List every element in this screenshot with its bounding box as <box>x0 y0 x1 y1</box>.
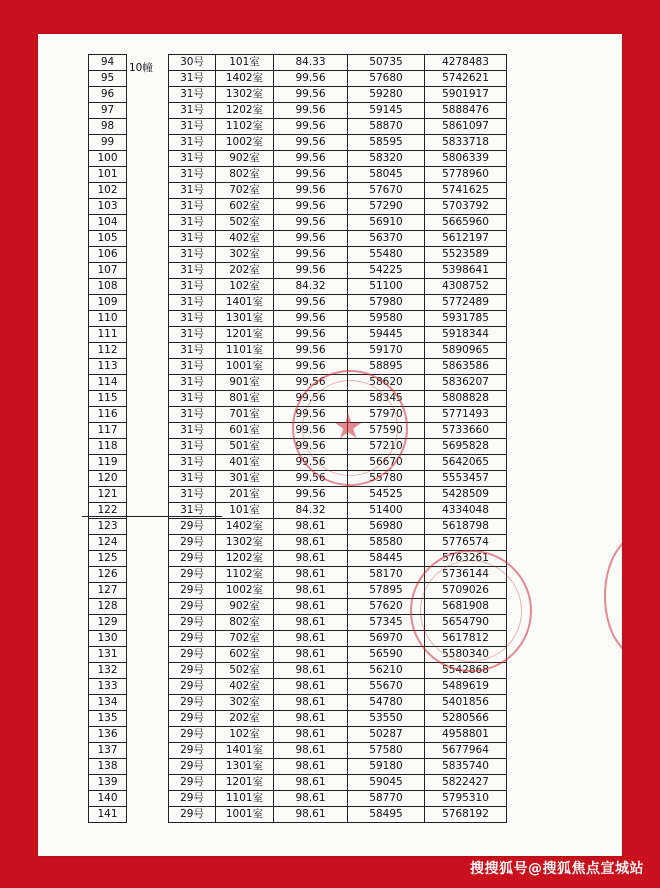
row-number-cell: 105 <box>89 231 127 247</box>
unit-price-cell: 57290 <box>348 199 425 215</box>
area-cell: 98.61 <box>274 615 348 631</box>
total-price-cell: 5618798 <box>425 519 507 535</box>
unit-price-cell: 56970 <box>348 631 425 647</box>
area-cell: 99.56 <box>274 167 348 183</box>
unit-price-cell: 59170 <box>348 343 425 359</box>
total-price-cell: 5677964 <box>425 743 507 759</box>
room-cell: 801室 <box>216 391 274 407</box>
unit-number-cell: 31号 <box>169 71 216 87</box>
area-cell: 98.61 <box>274 599 348 615</box>
unit-number-cell: 31号 <box>169 343 216 359</box>
room-cell: 701室 <box>216 407 274 423</box>
room-cell: 402室 <box>216 679 274 695</box>
building-divider-line <box>82 516 222 517</box>
unit-number-cell: 31号 <box>169 375 216 391</box>
room-cell: 301室 <box>216 471 274 487</box>
area-cell: 98.61 <box>274 743 348 759</box>
area-cell: 99.56 <box>274 311 348 327</box>
unit-number-cell: 29号 <box>169 743 216 759</box>
area-cell: 98.61 <box>274 679 348 695</box>
total-price-cell: 5778960 <box>425 167 507 183</box>
room-cell: 902室 <box>216 599 274 615</box>
unit-number-cell: 31号 <box>169 407 216 423</box>
unit-number-cell: 29号 <box>169 759 216 775</box>
area-cell: 98.61 <box>274 727 348 743</box>
unit-price-cell: 51400 <box>348 503 425 519</box>
price-list-document <box>38 34 622 856</box>
room-cell: 1001室 <box>216 359 274 375</box>
unit-number-cell: 31号 <box>169 199 216 215</box>
total-price-cell: 4334048 <box>425 503 507 519</box>
room-cell: 802室 <box>216 615 274 631</box>
unit-price-cell: 58870 <box>348 119 425 135</box>
row-number-cell: 116 <box>89 407 127 423</box>
unit-number-cell: 31号 <box>169 119 216 135</box>
row-number-cell: 126 <box>89 567 127 583</box>
total-price-cell: 5733660 <box>425 423 507 439</box>
row-number-cell: 125 <box>89 551 127 567</box>
row-number-cell: 124 <box>89 535 127 551</box>
unit-price-cell: 58045 <box>348 167 425 183</box>
area-cell: 99.56 <box>274 391 348 407</box>
unit-number-cell: 31号 <box>169 503 216 519</box>
total-price-cell: 5542868 <box>425 663 507 679</box>
row-number-cell: 136 <box>89 727 127 743</box>
total-price-cell: 5523589 <box>425 247 507 263</box>
unit-number-cell: 31号 <box>169 215 216 231</box>
unit-number-cell: 31号 <box>169 263 216 279</box>
room-cell: 902室 <box>216 151 274 167</box>
unit-price-cell: 57580 <box>348 743 425 759</box>
row-number-cell: 137 <box>89 743 127 759</box>
table-row <box>89 55 507 71</box>
row-number-cell: 115 <box>89 391 127 407</box>
area-cell: 98.61 <box>274 631 348 647</box>
row-number-cell: 129 <box>89 615 127 631</box>
unit-price-cell: 55670 <box>348 679 425 695</box>
building-cell <box>127 55 169 823</box>
area-cell: 99.56 <box>274 439 348 455</box>
room-cell: 1301室 <box>216 311 274 327</box>
unit-number-cell: 31号 <box>169 455 216 471</box>
unit-price-cell: 50287 <box>348 727 425 743</box>
unit-price-cell: 59180 <box>348 759 425 775</box>
row-number-cell: 94 <box>89 55 127 71</box>
unit-price-cell: 56590 <box>348 647 425 663</box>
unit-price-cell: 58770 <box>348 791 425 807</box>
room-cell: 102室 <box>216 279 274 295</box>
unit-number-cell: 31号 <box>169 87 216 103</box>
unit-number-cell: 31号 <box>169 135 216 151</box>
area-cell: 99.56 <box>274 327 348 343</box>
unit-number-cell: 29号 <box>169 519 216 535</box>
total-price-cell: 5763261 <box>425 551 507 567</box>
unit-price-cell: 57590 <box>348 423 425 439</box>
area-cell: 99.56 <box>274 407 348 423</box>
room-cell: 1302室 <box>216 535 274 551</box>
area-cell: 99.56 <box>274 359 348 375</box>
area-cell: 99.56 <box>274 151 348 167</box>
unit-price-cell: 53550 <box>348 711 425 727</box>
room-cell: 1302室 <box>216 87 274 103</box>
total-price-cell: 5918344 <box>425 327 507 343</box>
row-number-cell: 132 <box>89 663 127 679</box>
unit-number-cell: 29号 <box>169 567 216 583</box>
room-cell: 1202室 <box>216 103 274 119</box>
row-number-cell: 112 <box>89 343 127 359</box>
unit-price-cell: 57670 <box>348 183 425 199</box>
unit-price-cell: 58580 <box>348 535 425 551</box>
total-price-cell: 5580340 <box>425 647 507 663</box>
room-cell: 202室 <box>216 263 274 279</box>
room-cell: 402室 <box>216 231 274 247</box>
row-number-cell: 135 <box>89 711 127 727</box>
room-cell: 502室 <box>216 215 274 231</box>
total-price-cell: 5808828 <box>425 391 507 407</box>
row-number-cell: 97 <box>89 103 127 119</box>
total-price-cell: 5489619 <box>425 679 507 695</box>
row-number-cell: 127 <box>89 583 127 599</box>
source-watermark: 搜搜狐号@搜狐焦点宣城站 <box>470 861 644 877</box>
total-price-cell: 5771493 <box>425 407 507 423</box>
unit-number-cell: 31号 <box>169 359 216 375</box>
unit-price-cell: 58445 <box>348 551 425 567</box>
room-cell: 102室 <box>216 727 274 743</box>
room-cell: 602室 <box>216 199 274 215</box>
area-cell: 98.61 <box>274 807 348 823</box>
row-number-cell: 104 <box>89 215 127 231</box>
unit-number-cell: 31号 <box>169 391 216 407</box>
unit-price-cell: 59280 <box>348 87 425 103</box>
room-cell: 1201室 <box>216 327 274 343</box>
area-cell: 99.56 <box>274 487 348 503</box>
unit-number-cell: 30号 <box>169 55 216 71</box>
unit-price-cell: 57680 <box>348 71 425 87</box>
unit-price-cell: 59580 <box>348 311 425 327</box>
total-price-cell: 5736144 <box>425 567 507 583</box>
unit-price-cell: 56980 <box>348 519 425 535</box>
area-cell: 98.61 <box>274 583 348 599</box>
row-number-cell: 133 <box>89 679 127 695</box>
total-price-cell: 4958801 <box>425 727 507 743</box>
total-price-cell: 5835740 <box>425 759 507 775</box>
unit-price-cell: 57210 <box>348 439 425 455</box>
row-number-cell: 111 <box>89 327 127 343</box>
room-cell: 1002室 <box>216 583 274 599</box>
total-price-cell: 5806339 <box>425 151 507 167</box>
total-price-cell: 5741625 <box>425 183 507 199</box>
total-price-cell: 5890965 <box>425 343 507 359</box>
unit-number-cell: 31号 <box>169 183 216 199</box>
total-price-cell: 5401856 <box>425 695 507 711</box>
row-number-cell: 109 <box>89 295 127 311</box>
area-cell: 98.61 <box>274 695 348 711</box>
total-price-cell: 5617812 <box>425 631 507 647</box>
unit-number-cell: 29号 <box>169 791 216 807</box>
row-number-cell: 121 <box>89 487 127 503</box>
room-cell: 1402室 <box>216 519 274 535</box>
area-cell: 98.61 <box>274 791 348 807</box>
total-price-cell: 4278483 <box>425 55 507 71</box>
row-number-cell: 99 <box>89 135 127 151</box>
company-seal-stamp-edge <box>604 534 622 658</box>
room-cell: 1101室 <box>216 791 274 807</box>
room-cell: 502室 <box>216 663 274 679</box>
total-price-cell: 5833718 <box>425 135 507 151</box>
unit-price-cell: 54525 <box>348 487 425 503</box>
row-number-cell: 140 <box>89 791 127 807</box>
unit-price-cell: 57620 <box>348 599 425 615</box>
total-price-cell: 5709026 <box>425 583 507 599</box>
row-number-cell: 141 <box>89 807 127 823</box>
unit-price-cell: 57980 <box>348 295 425 311</box>
unit-price-cell: 58170 <box>348 567 425 583</box>
area-cell: 99.56 <box>274 423 348 439</box>
unit-price-cell: 58595 <box>348 135 425 151</box>
area-cell: 99.56 <box>274 119 348 135</box>
row-number-cell: 114 <box>89 375 127 391</box>
unit-number-cell: 31号 <box>169 327 216 343</box>
unit-number-cell: 31号 <box>169 439 216 455</box>
unit-number-cell: 29号 <box>169 695 216 711</box>
unit-number-cell: 31号 <box>169 311 216 327</box>
row-number-cell: 101 <box>89 167 127 183</box>
area-cell: 84.32 <box>274 503 348 519</box>
unit-price-cell: 55480 <box>348 247 425 263</box>
row-number-cell: 123 <box>89 519 127 535</box>
total-price-cell: 5742621 <box>425 71 507 87</box>
area-cell: 99.56 <box>274 183 348 199</box>
area-cell: 99.56 <box>274 375 348 391</box>
area-cell: 98.61 <box>274 647 348 663</box>
room-cell: 702室 <box>216 631 274 647</box>
price-table-body <box>89 55 507 823</box>
unit-price-cell: 58620 <box>348 375 425 391</box>
unit-number-cell: 29号 <box>169 775 216 791</box>
unit-price-cell: 57970 <box>348 407 425 423</box>
total-price-cell: 5768192 <box>425 807 507 823</box>
room-cell: 1102室 <box>216 567 274 583</box>
unit-number-cell: 29号 <box>169 615 216 631</box>
area-cell: 99.56 <box>274 135 348 151</box>
room-cell: 1301室 <box>216 759 274 775</box>
room-cell: 1002室 <box>216 135 274 151</box>
room-cell: 1401室 <box>216 743 274 759</box>
area-cell: 84.33 <box>274 55 348 71</box>
total-price-cell: 5280566 <box>425 711 507 727</box>
room-cell: 1102室 <box>216 119 274 135</box>
unit-number-cell: 29号 <box>169 583 216 599</box>
unit-price-cell: 56370 <box>348 231 425 247</box>
area-cell: 98.61 <box>274 759 348 775</box>
unit-number-cell: 29号 <box>169 647 216 663</box>
area-cell: 99.56 <box>274 263 348 279</box>
total-price-cell: 5553457 <box>425 471 507 487</box>
row-number-cell: 118 <box>89 439 127 455</box>
row-number-cell: 106 <box>89 247 127 263</box>
row-number-cell: 122 <box>89 503 127 519</box>
area-cell: 99.56 <box>274 199 348 215</box>
room-cell: 302室 <box>216 247 274 263</box>
row-number-cell: 139 <box>89 775 127 791</box>
total-price-cell: 5861097 <box>425 119 507 135</box>
unit-price-cell: 56910 <box>348 215 425 231</box>
area-cell: 84.32 <box>274 279 348 295</box>
area-cell: 98.61 <box>274 551 348 567</box>
unit-price-cell: 57895 <box>348 583 425 599</box>
row-number-cell: 103 <box>89 199 127 215</box>
unit-number-cell: 29号 <box>169 535 216 551</box>
room-cell: 501室 <box>216 439 274 455</box>
area-cell: 98.61 <box>274 775 348 791</box>
unit-number-cell: 31号 <box>169 279 216 295</box>
area-cell: 99.56 <box>274 295 348 311</box>
area-cell: 99.56 <box>274 215 348 231</box>
area-cell: 98.61 <box>274 519 348 535</box>
room-cell: 401室 <box>216 455 274 471</box>
total-price-cell: 5612197 <box>425 231 507 247</box>
room-cell: 601室 <box>216 423 274 439</box>
room-cell: 602室 <box>216 647 274 663</box>
unit-number-cell: 31号 <box>169 295 216 311</box>
unit-price-cell: 55780 <box>348 471 425 487</box>
total-price-cell: 5681908 <box>425 599 507 615</box>
unit-number-cell: 31号 <box>169 103 216 119</box>
row-number-cell: 102 <box>89 183 127 199</box>
unit-price-cell: 59045 <box>348 775 425 791</box>
total-price-cell: 5665960 <box>425 215 507 231</box>
area-cell: 98.61 <box>274 567 348 583</box>
room-cell: 1001室 <box>216 807 274 823</box>
area-cell: 98.61 <box>274 711 348 727</box>
price-table <box>88 54 507 823</box>
unit-number-cell: 29号 <box>169 599 216 615</box>
unit-number-cell: 31号 <box>169 167 216 183</box>
row-number-cell: 110 <box>89 311 127 327</box>
area-cell: 99.56 <box>274 103 348 119</box>
unit-number-cell: 31号 <box>169 247 216 263</box>
room-cell: 302室 <box>216 695 274 711</box>
total-price-cell: 5642065 <box>425 455 507 471</box>
row-number-cell: 113 <box>89 359 127 375</box>
unit-price-cell: 57345 <box>348 615 425 631</box>
unit-number-cell: 29号 <box>169 679 216 695</box>
room-cell: 901室 <box>216 375 274 391</box>
row-number-cell: 100 <box>89 151 127 167</box>
room-cell: 802室 <box>216 167 274 183</box>
unit-number-cell: 29号 <box>169 663 216 679</box>
total-price-cell: 5398641 <box>425 263 507 279</box>
area-cell: 99.56 <box>274 87 348 103</box>
area-cell: 99.56 <box>274 471 348 487</box>
room-cell: 1201室 <box>216 775 274 791</box>
total-price-cell: 5901917 <box>425 87 507 103</box>
row-number-cell: 108 <box>89 279 127 295</box>
row-number-cell: 130 <box>89 631 127 647</box>
unit-price-cell: 58345 <box>348 391 425 407</box>
room-cell: 1402室 <box>216 71 274 87</box>
unit-price-cell: 54225 <box>348 263 425 279</box>
area-cell: 99.56 <box>274 231 348 247</box>
area-cell: 98.61 <box>274 535 348 551</box>
unit-number-cell: 29号 <box>169 711 216 727</box>
unit-price-cell: 54780 <box>348 695 425 711</box>
row-number-cell: 107 <box>89 263 127 279</box>
total-price-cell: 5888476 <box>425 103 507 119</box>
unit-number-cell: 31号 <box>169 471 216 487</box>
total-price-cell: 4308752 <box>425 279 507 295</box>
building-label: 10幢 <box>129 61 153 74</box>
area-cell: 98.61 <box>274 663 348 679</box>
unit-number-cell: 29号 <box>169 807 216 823</box>
row-number-cell: 96 <box>89 87 127 103</box>
total-price-cell: 5695828 <box>425 439 507 455</box>
area-cell: 99.56 <box>274 247 348 263</box>
unit-number-cell: 29号 <box>169 727 216 743</box>
row-number-cell: 131 <box>89 647 127 663</box>
unit-price-cell: 56210 <box>348 663 425 679</box>
room-cell: 101室 <box>216 55 274 71</box>
unit-price-cell: 58320 <box>348 151 425 167</box>
area-cell: 99.56 <box>274 455 348 471</box>
total-price-cell: 5776574 <box>425 535 507 551</box>
row-number-cell: 134 <box>89 695 127 711</box>
area-cell: 99.56 <box>274 71 348 87</box>
total-price-cell: 5772489 <box>425 295 507 311</box>
unit-price-cell: 58895 <box>348 359 425 375</box>
unit-price-cell: 51100 <box>348 279 425 295</box>
unit-price-cell: 59145 <box>348 103 425 119</box>
total-price-cell: 5703792 <box>425 199 507 215</box>
room-cell: 1401室 <box>216 295 274 311</box>
unit-number-cell: 31号 <box>169 487 216 503</box>
unit-price-cell: 56670 <box>348 455 425 471</box>
company-seal-stamp: ★ <box>292 370 408 486</box>
room-cell: 702室 <box>216 183 274 199</box>
unit-number-cell: 29号 <box>169 631 216 647</box>
room-cell: 1101室 <box>216 343 274 359</box>
unit-price-cell: 59445 <box>348 327 425 343</box>
row-number-cell: 120 <box>89 471 127 487</box>
row-number-cell: 98 <box>89 119 127 135</box>
total-price-cell: 5795310 <box>425 791 507 807</box>
room-cell: 1202室 <box>216 551 274 567</box>
room-cell: 201室 <box>216 487 274 503</box>
unit-number-cell: 31号 <box>169 151 216 167</box>
total-price-cell: 5836207 <box>425 375 507 391</box>
room-cell: 202室 <box>216 711 274 727</box>
total-price-cell: 5822427 <box>425 775 507 791</box>
row-number-cell: 128 <box>89 599 127 615</box>
unit-number-cell: 31号 <box>169 231 216 247</box>
row-number-cell: 117 <box>89 423 127 439</box>
total-price-cell: 5654790 <box>425 615 507 631</box>
unit-number-cell: 29号 <box>169 551 216 567</box>
room-cell: 101室 <box>216 503 274 519</box>
unit-number-cell: 31号 <box>169 423 216 439</box>
unit-price-cell: 50735 <box>348 55 425 71</box>
row-number-cell: 95 <box>89 71 127 87</box>
row-number-cell: 119 <box>89 455 127 471</box>
row-number-cell: 138 <box>89 759 127 775</box>
total-price-cell: 5863586 <box>425 359 507 375</box>
unit-price-cell: 58495 <box>348 807 425 823</box>
area-cell: 99.56 <box>274 343 348 359</box>
total-price-cell: 5931785 <box>425 311 507 327</box>
total-price-cell: 5428509 <box>425 487 507 503</box>
